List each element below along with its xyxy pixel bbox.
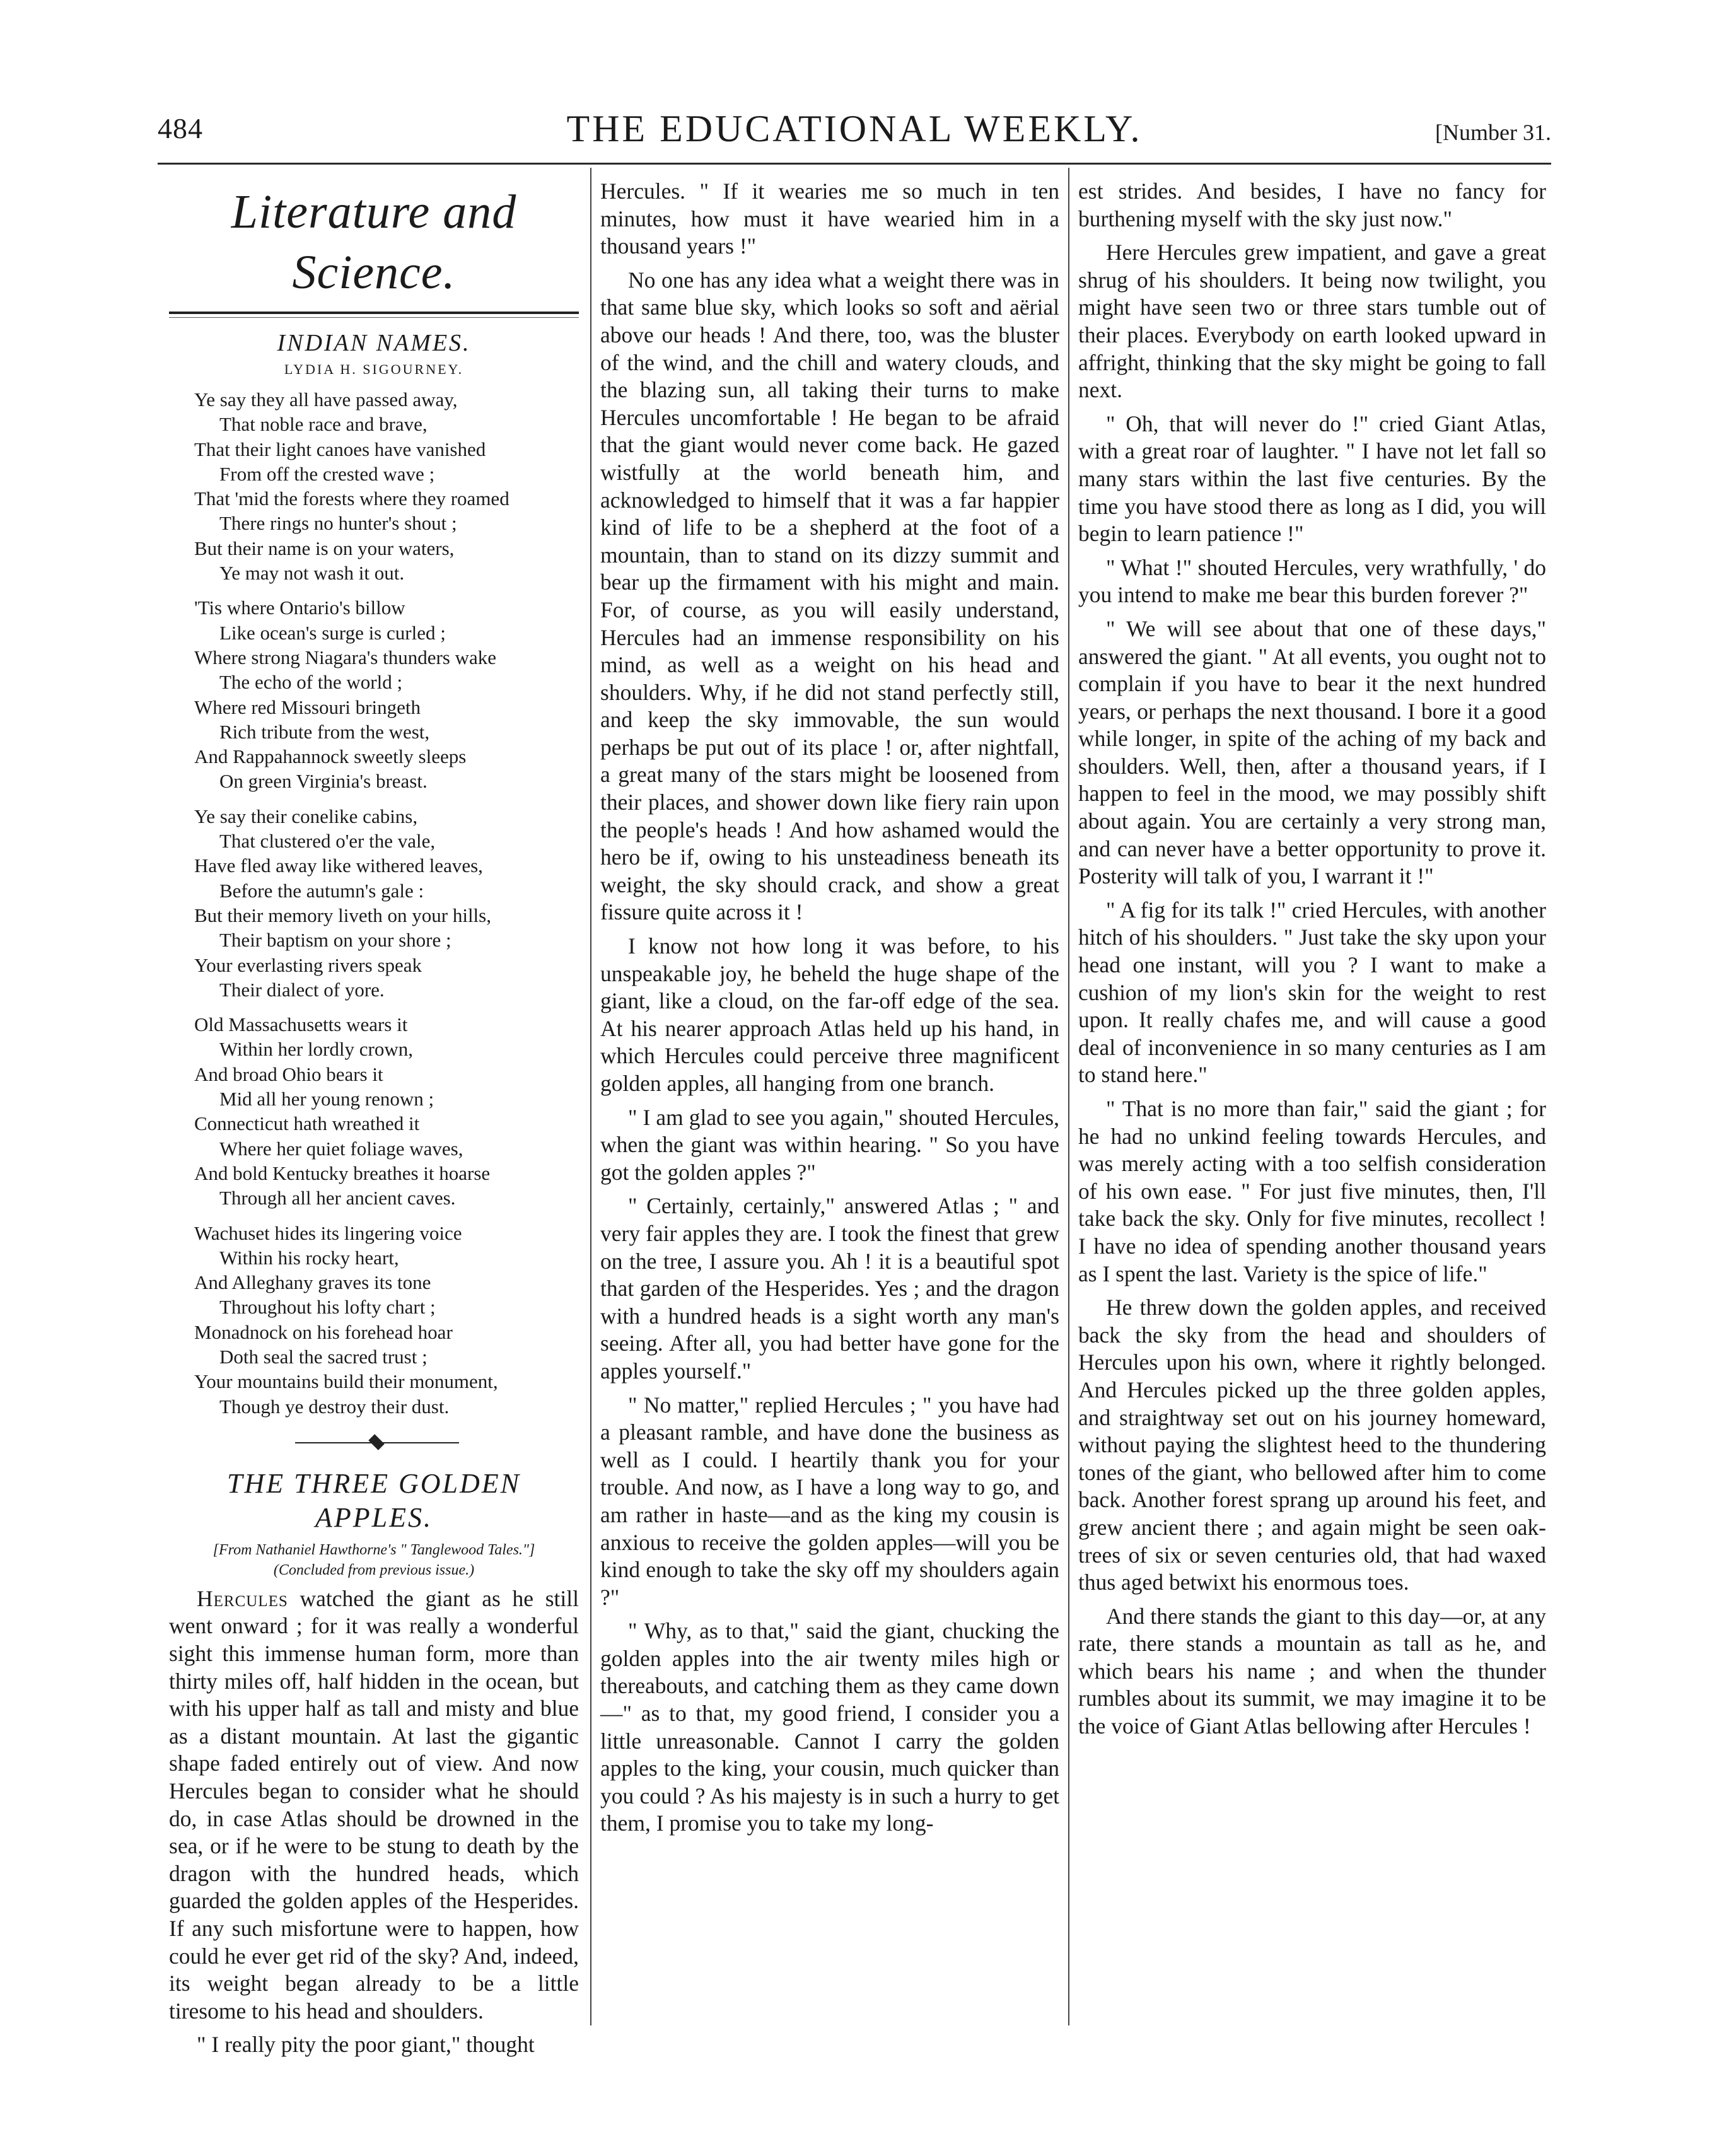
poem-line: Have fled away like withered leaves, bbox=[194, 854, 483, 877]
poem-line: And broad Ohio bears it bbox=[194, 1063, 383, 1085]
story-paragraph: " Certainly, certainly," answered Atlas ; " and very fair apples they are. I took the finest that grew on the tree, I assure you. Ah ! it is a beautiful spot that garden of the Hesperides. Yes ; and the dragon with a hundred heads is a sight worth any man's seeing. After all, you had better have gone for the apples yourself." bbox=[600, 1193, 1059, 1384]
poem-line: Monadnock on his forehead hoar bbox=[194, 1320, 453, 1343]
poem-line: On green Virginia's breast. bbox=[219, 770, 428, 793]
poem-line: Doth seal the sacred trust ; bbox=[219, 1345, 428, 1368]
poem-line: Their dialect of yore. bbox=[219, 978, 385, 1001]
poem-line: Ye say they all have passed away, bbox=[194, 388, 458, 411]
story-paragraph: " A fig for its talk !" cried Hercules, with another hitch of his shoulders. " Just take the sky upon your head one instant, will you ? I want to make a cushion of my lion's skin for the weight to rest upon. It really chafes me, and will cause a good deal of inconvenience in so many centuries as I am to stand here." bbox=[1078, 897, 1546, 1088]
story-paragraph: I know not how long it was before, to his unspeakable joy, he beheld the huge shape of the giant, like a cloud, on the far-off edge of the sea. At his nearer approach Atlas held up his hand, in which Hercules could perceive three magnificent golden apples, all hanging from one branch. bbox=[600, 933, 1059, 1096]
story-paragraph: " Why, as to that," said the giant, chucking the golden apples into the air twenty miles high or thereabouts, and catching them as they came down—" as to that, my good friend, I consider you a little unreasonable. Cannot I carry the golden apples to the king, your cousin, much quicker than you could ? As his majesty is in such a hurry to get them, I promise you to take my long- bbox=[600, 1618, 1059, 1836]
story-paragraph: And there stands the giant to this day—or, at any rate, there stands a mountain as tall as he, and which bears his name ; and when the thunder rumbles about its summit, we may imagine it to be the voice of Giant Atlas bellowing after Hercules ! bbox=[1078, 1603, 1546, 1739]
poem-line: Old Massachusetts wears it bbox=[194, 1013, 408, 1036]
page-header bbox=[158, 106, 1551, 151]
poem-author: LYDIA H. SIGOURNEY. bbox=[284, 361, 464, 377]
story-continued-note: (Concluded from previous issue.) bbox=[273, 1561, 475, 1578]
story-paragraph: est strides. And besides, I have no fancy for burthening myself with the sky just now." bbox=[1078, 178, 1546, 231]
column-divider bbox=[1068, 168, 1069, 2025]
poem-line: Your mountains build their monument, bbox=[194, 1370, 498, 1393]
poem-title: INDIAN NAMES. bbox=[277, 330, 471, 356]
poem-line: But their memory liveth on your hills, bbox=[194, 904, 491, 926]
section-title: Literature and Science. bbox=[231, 185, 517, 299]
poem-line: Where her quiet foliage waves, bbox=[219, 1137, 463, 1160]
story-paragraph: He threw down the golden apples, and received back the sky from the head and shoulders of Hercules upon his own, where it rightly belonged. And Hercules picked up the three golden apples, and straightway set out on his journey homeward, without paying the slightest heed to the thundering tones of the giant, who bellowed after him to come back. Another forest sprang up around his feet, and grew ancient there ; and again might be seen oak-trees of six or seven centuries old, that had waxed thus aged betwixt his enormous toes. bbox=[1078, 1295, 1546, 1595]
poem-stanza bbox=[194, 595, 579, 793]
story-paragraph: Here Hercules grew impatient, and gave a great shrug of his shoulders. It being now twilight, you might have seen two or three stars tumble out of their places. Everybody on earth looked upward in affright, thinking that the sky might be going to fall next. bbox=[1078, 240, 1546, 403]
poem-line: And bold Kentucky breathes it hoarse bbox=[194, 1162, 491, 1184]
poem-line: But their name is on your waters, bbox=[194, 537, 455, 559]
story-paragraph: " Oh, that will never do !" cried Giant Atlas, with a great roar of laughter. " I have not let fall so many stars within the last five centuries. By the time you have stood there as long as I did, you will begin to learn patience !" bbox=[1078, 411, 1546, 547]
story-paragraph bbox=[169, 1585, 579, 2025]
poem-line: Rich tribute from the west, bbox=[219, 720, 430, 743]
paragraph-text: watched the giant as he still went onward ; for it was really a wonderful sight this immense human form, more than thirty miles off, half hidden in the ocean, but with his upper half as tall and misty and blue as a distant mountain. At last the gigantic shape faded entirely out of view. And now Hercules began to consider what he should do, in case Atlas should be drowned in the sea, or if he were to be stung to death by the dragon with the hundred heads, which guarded the golden apples of the Hesperides. If any such misfortune were to happen, how could he ever get rid of the sky? And, indeed, its weight began already to be a little tiresome to his head and shoulders. bbox=[169, 1585, 579, 2024]
poem-line: Like ocean's surge is curled ; bbox=[219, 621, 446, 644]
poem-line: Their baptism on your shore ; bbox=[219, 929, 451, 952]
poem-line: Before the autumn's gale : bbox=[219, 879, 424, 902]
issue-number: [Number 31. bbox=[1435, 120, 1551, 145]
poem-line: The echo of the world ; bbox=[219, 671, 403, 694]
poem-line: Ye say their conelike cabins, bbox=[194, 805, 418, 827]
story-paragraph: " I really pity the poor giant," thought bbox=[197, 2032, 535, 2058]
poem-line: Mid all her young renown ; bbox=[219, 1088, 434, 1110]
poem-line: Wachuset hides its lingering voice bbox=[194, 1221, 462, 1244]
poem-line: From off the crested wave ; bbox=[219, 462, 435, 485]
poem-line: Throughout his lofty chart ; bbox=[219, 1296, 436, 1319]
column-divider bbox=[590, 168, 591, 2025]
story-paragraph: " What !" shouted Hercules, very wrathfully, ' do you intend to make me bear this burden forever ?" bbox=[1078, 554, 1546, 608]
poem-stanza bbox=[194, 804, 579, 1002]
poem-line: 'Tis where Ontario's billow bbox=[194, 597, 405, 619]
journal-title: THE EDUCATIONAL WEEKLY. bbox=[566, 108, 1143, 149]
page-number: 484 bbox=[158, 112, 203, 144]
poem-line: There rings no hunter's shout ; bbox=[219, 512, 457, 535]
poem-line: Connecticut hath wreathed it bbox=[194, 1112, 420, 1135]
header-rule bbox=[158, 163, 1551, 165]
poem-stanza bbox=[194, 387, 579, 585]
poem-line: That noble race and brave, bbox=[219, 413, 428, 436]
poem-line: Where strong Niagara's thunders wake bbox=[194, 646, 497, 668]
story-text-column-1 bbox=[169, 1585, 579, 2059]
poem-line: Ye may not wash it out. bbox=[219, 562, 405, 585]
story-paragraph: Hercules. " If it wearies me so much in ten minutes, how must it have wearied him in a thousand years !" bbox=[600, 178, 1059, 259]
section-rule bbox=[169, 312, 579, 314]
poem-line: Where red Missouri bringeth bbox=[194, 696, 421, 718]
poem-stanza bbox=[194, 1221, 579, 1419]
story-source: [From Nathaniel Hawthorne's " Tanglewood Tales."] bbox=[212, 1541, 535, 1558]
section-rule-thin bbox=[169, 317, 579, 318]
poem-line: Though ye destroy their dust. bbox=[219, 1395, 450, 1418]
poem-body bbox=[169, 387, 579, 1419]
story-paragraph: " We will see about that one of these days," answered the giant. " At all events, you ought not to complain if you have to bear it the next hundred years, or perhaps the next thousand. I bore it a good while longer, in spite of the aching of my back and shoulders. Well, then, after a thousand years, if I happen to feel in the mood, we may possibly shift about again. You are certainly a very strong man, and can never have a better opportunity to prove it. Posterity will talk of you, I warrant it !" bbox=[1078, 615, 1546, 889]
column-1 bbox=[169, 175, 579, 2065]
lead-word: Hercules bbox=[197, 1585, 288, 1611]
column-2 bbox=[600, 178, 1059, 1844]
poem-line: Within his rocky heart, bbox=[219, 1246, 399, 1269]
poem-line: And Alleghany graves its tone bbox=[194, 1271, 431, 1294]
poem-line: Within her lordly crown, bbox=[219, 1038, 413, 1061]
story-paragraph: No one has any idea what a weight there was in that same blue sky, which looks so soft and aërial above our heads ! And there, too, was the bluster of the wind, and the chill and watery clouds, and the blazing sun, all taking their turns to make Hercules uncomfortable ! He began to be afraid that the giant would never come back. He gazed wistfully at the world beneath him, and acknowledged to himself that it was a far happier kind of life to be a shepherd at the foot of a mountain, than to stand on its dizzy summit and bear up the firmament with his might and main. For, of course, as you will easily understand, Hercules had an immense responsibility on his mind, as well as a weight on his head and shoulders. Why, if he did not stand perfectly still, and keep the sky immovable, the sun would perhaps be put out of its place ! or, after nightfall, a great many of the stars might be loosened from their places, and shower down like fiery rain upon the people's heads ! And how ashamed would the hero be if, owing to his unsteadiness beneath its weight, the sky should crack, and show a great fissure quite across it ! bbox=[600, 267, 1059, 925]
story-paragraph: " No matter," replied Hercules ; " you have had a pleasant ramble, and have done the business as well as I could. I heartily thank you for your trouble. And now, as I have a long way to go, and am rather in haste—and as the king my cousin is anxious to receive the golden apples—will you be kind enough to take the sky off my shoulders again ?" bbox=[600, 1392, 1059, 1610]
poem-line: Your everlasting rivers speak bbox=[194, 953, 422, 976]
poem-line: That 'mid the forests where they roamed bbox=[194, 487, 509, 510]
poem-line: Through all her ancient caves. bbox=[219, 1187, 456, 1209]
poem-stanza bbox=[194, 1012, 579, 1210]
poem-line: And Rappahannock sweetly sleeps bbox=[194, 745, 467, 768]
story-paragraph: " I am glad to see you again," shouted Hercules, when the giant was within hearing. " So you have got the golden apples ?" bbox=[600, 1104, 1059, 1185]
column-3 bbox=[1078, 178, 1546, 1747]
ornamental-divider bbox=[169, 1430, 579, 1455]
story-paragraph: " That is no more than fair," said the giant ; for he had no unkind feeling towards Hercules, and was merely acting with a too selfish consideration of his own ease. " For just five minutes, then, I'll take back the sky. Only for five minutes, recollect ! I have no idea of spending another thousand years as I spent the last. Variety is the spice of life." bbox=[1078, 1096, 1546, 1286]
story-title: THE THREE GOLDEN APPLES. bbox=[226, 1467, 521, 1533]
poem-line: That their light canoes have vanished bbox=[194, 438, 486, 460]
poem-line: That clustered o'er the vale, bbox=[219, 830, 436, 853]
